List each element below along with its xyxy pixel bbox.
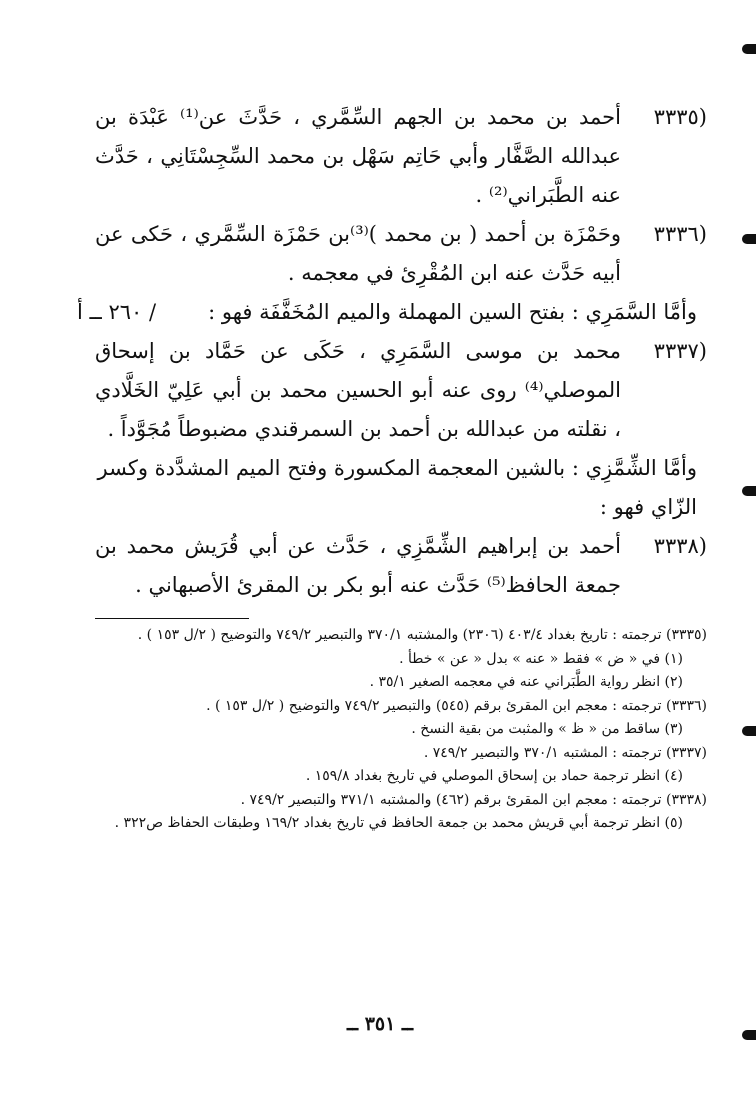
entry-number: (٣٣٣٨	[653, 534, 707, 558]
section-note-shimmazi	[95, 449, 707, 527]
scan-edge-mark	[742, 486, 756, 496]
folio-marker: / ٢٦٠ ــ أ	[77, 300, 157, 324]
page-number: ــ ٣٥١ ــ	[346, 1013, 414, 1035]
entry-3336	[95, 215, 707, 293]
section-note-samari	[77, 293, 707, 332]
entry-text: أحمد بن محمد بن الجهم السِّمَّري ، حَدَّثَ عن⁽¹⁾ عَبْدَة بن عبدالله الصَّفَّار وأبي حَاتِم سَهْل بن محمد السِّجِسْتَانِي ، حَدَّث عنه الطَّبَراني⁽²⁾ .	[95, 105, 621, 207]
scan-edge-mark	[742, 234, 756, 244]
footnote-3: (٣) ساقط من « ظ » والمثبت من بقية النسخ .	[411, 721, 683, 737]
scan-edge-mark	[742, 1030, 756, 1040]
footnote-2: (٢) انظر رواية الطَّبَراني عنه في معجمه الصغير ٣٥/١ .	[369, 674, 683, 690]
entry-3335	[95, 98, 707, 215]
scan-edge-mark	[742, 44, 756, 54]
entry-number: (٣٣٣٥	[653, 105, 707, 129]
footnote-source-3335: (٣٣٣٥) ترجمته : تاريخ بغداد ٤٠٣/٤ (٢٣٠٦) والمشتبه ٣٧٠/١ والتبصير ٧٤٩/٢ والتوضيح ( ٢/ل ١٥٣ ) .	[137, 627, 707, 643]
footnote-5: (٥) انظر ترجمة أبي قريش محمد بن جمعة الحافظ في تاريخ بغداد ١٦٩/٢ وطبقات الحفاظ ص٣٢٢ .	[114, 815, 683, 831]
footnote-source-3338: (٣٣٣٨) ترجمته : معجم ابن المقرئ برقم (٤٦٢) والمشتبه ٣٧١/١ والتبصير ٧٤٩/٢ .	[240, 791, 707, 808]
entry-text: وحَمْزَة بن أحمد ( بن محمد )⁽³⁾بن حَمْزَة السِّمَّري ، حَكى عن أبيه حَدَّث عنه ابن المُقْرِئ في معجمه .	[95, 222, 621, 285]
entry-number: (٣٣٣٧	[653, 339, 707, 363]
section-note-text: وأمَّا الشِّمَّزِي : بالشين المعجمة المكسورة وفتح الميم المشدَّدة وكسر الزّاي فهو :	[97, 456, 697, 519]
entry-number: (٣٣٣٦	[653, 222, 707, 246]
entry-text: محمد بن موسى السَّمَرِي ، حَكَى عن حَمَّاد بن إسحاق الموصلي⁽⁴⁾ روى عنه أبو الحسين محمد بن أبي عَلِيّ الخَلَّادي ، نقلته من عبدالله بن أحمد بن السمرقندي مضبوطاً مُجَوَّداً .	[95, 339, 621, 441]
entry-3338	[95, 527, 707, 605]
footnote-source-3337: (٣٣٣٧) ترجمته : المشتبه ٣٧٠/١ والتبصير ٧٤٩/٢ .	[423, 744, 707, 761]
scan-edge-mark	[742, 726, 756, 736]
footnote-4: (٤) انظر ترجمة حماد بن إسحاق الموصلي في تاريخ بغداد ١٥٩/٨ .	[305, 768, 683, 784]
main-text	[77, 98, 707, 605]
section-note-text: وأمَّا السَّمَرِي : بفتح السين المهملة والميم المُخَفَّفَة فهو :	[208, 300, 697, 324]
entry-3337	[95, 332, 707, 449]
entry-text: أحمد بن إبراهيم الشِّمَّزِي ، حَدَّث عن أبي قُرَيش محمد بن جمعة الحافظ⁽⁵⁾ حَدَّث عنه أبو بكر بن المقرئ الأصبهاني .	[95, 534, 621, 597]
footnote-source-3336: (٣٣٣٦) ترجمته : معجم ابن المقرئ برقم (٥٤٥) والتبصير ٧٤٩/٢ والتوضيح ( ٢/ل ١٥٣ ) .	[206, 697, 707, 714]
footnote-1: (١) في « ض » فقط « عنه » بدل « عن » خطأ .	[399, 650, 683, 667]
footnote-separator	[95, 618, 249, 619]
footnotes	[95, 624, 707, 836]
